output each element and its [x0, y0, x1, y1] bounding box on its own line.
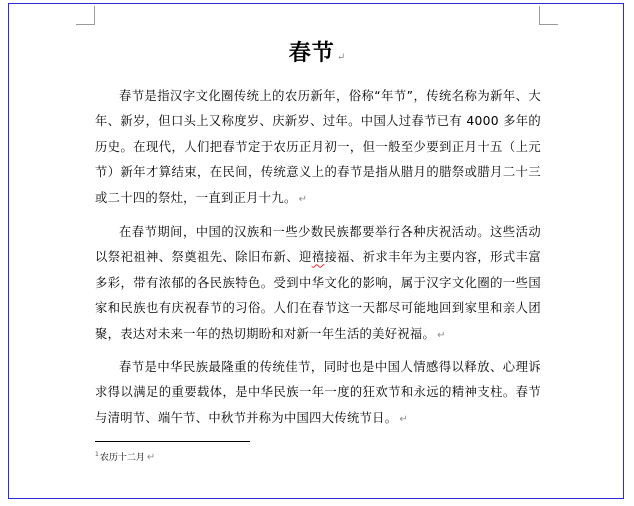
crop-mark-top-left — [76, 6, 95, 25]
footnote-reference: 1 — [95, 451, 99, 458]
paragraph-mark-icon: ↵ — [399, 413, 408, 425]
spelling-error-word[interactable]: 禧 — [311, 250, 325, 265]
document-title[interactable] — [0, 38, 634, 73]
paragraph-1[interactable] — [95, 84, 541, 212]
paragraph-3[interactable] — [95, 355, 541, 432]
crop-mark-top-right — [539, 6, 558, 25]
footnote-text[interactable]: 农历十二月 — [99, 453, 145, 463]
paragraph-mark-icon: ↵ — [437, 329, 446, 341]
paragraph-2-text-before[interactable]: 在春节期间，中国的汉族和一些少数民族都要举行各种庆祝活动。这些活动以祭祀祖神、祭奠祖先、除旧布新、迎 — [95, 225, 541, 265]
paragraph-mark-icon: ↵ — [298, 193, 307, 205]
footnote[interactable] — [95, 448, 155, 465]
paragraph-2[interactable] — [95, 220, 541, 348]
footnote-separator — [95, 441, 250, 442]
paragraph-mark-icon: ↵ — [336, 52, 346, 63]
paragraph-1-text[interactable]: 春节是指汉字文化圈传统上的农历新年，俗称“年节”，传统名称为新年、大年、新岁，但口头上又称度岁、庆新岁、过年。中国人过春节已有 4000 多年的历史。在现代，人们把春节定于农历正月初一，但一般至少要到正月十五（上元节）新年才算结束，在民间，传统意义上的春节是指从腊月的腊祭或腊月二十三或二十四的祭灶，一直到正月十九。 — [95, 89, 541, 205]
paragraph-mark-icon: ↵ — [146, 452, 156, 463]
document-title-text[interactable]: 春节 — [288, 40, 335, 66]
paragraph-3-text[interactable]: 春节是中华民族最隆重的传统佳节，同时也是中国人情感得以释放、心理诉求得以满足的重要载体，是中华民族一年一度的狂欢节和永远的精神支柱。春节与清明节、端午节、中秋节并称为中国四大传统节日。 — [95, 360, 541, 425]
paragraph-2-text-after[interactable]: 接福、祈求丰年为主要内容，形式丰富多彩，带有浓郁的各民族特色。受到中华文化的影响，属于汉字文化圈的一些国家和民族也有庆祝春节的习俗。人们在春节这一天都尽可能地回到家里和亲人团聚，表达对未来一年的热切期盼和对新一年生活的美好祝福。 — [95, 250, 541, 341]
